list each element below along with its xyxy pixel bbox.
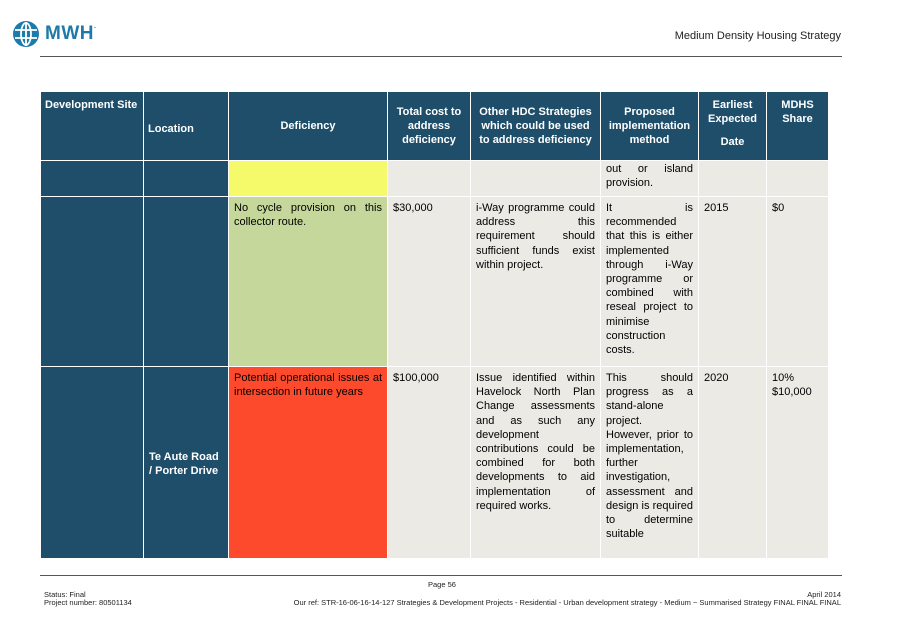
header-divider [40,56,842,57]
our-reference: Our ref: STR-16-06-16-14-127 Strategies & Development Projects - Residential - Urban development strategy - Medium ~ Summarised Strategy FINAL FINAL FINAL [293,598,841,607]
document-title: Medium Density Housing Strategy [674,30,841,42]
cell-earliest-date: 2020 [699,367,767,559]
table-row [41,367,829,559]
cell-earliest-date: 2015 [699,197,767,367]
cell-development-site [41,161,144,197]
cell-other-strategies: i-Way programme could address this requirement should sufficient funds exist within project. [471,197,601,367]
table-row [41,197,829,367]
column-header-mdhs-share: MDHS Share [767,92,829,161]
deficiency-table [40,91,829,559]
cell-deficiency: Potential operational issues at intersection in future years [229,367,388,559]
column-header-total-cost: Total cost to address deficiency [388,92,471,161]
footer-divider [40,575,842,576]
cell-location [144,161,229,197]
cell-deficiency [229,161,388,197]
cell-development-site [41,367,144,559]
cell-total-cost [388,161,471,197]
cell-earliest-date [699,161,767,197]
page-number: Page 56 [428,580,456,589]
column-header-earliest-expected-date [699,92,767,161]
cell-location: Te Aute Road / Porter Drive [144,367,229,559]
cell-implementation-method: It is recommended that this is either implemented through i-Way programme or combined with reseal project to minimise construction costs. [601,197,699,367]
project-number: Project number: 80501134 [44,598,132,607]
globe-logo-icon [12,20,40,48]
cell-implementation-method: out or island provision. [601,161,699,197]
table-row [41,161,829,197]
company-logo [12,20,96,48]
cell-mdhs-share [767,367,829,559]
cell-development-site [41,197,144,367]
cell-other-strategies [471,161,601,197]
cell-location [144,197,229,367]
column-header-implementation-method: Proposed implementation method [601,92,699,161]
method-paragraph: This should progress as a stand-alone project. [606,372,693,427]
cell-implementation-method [601,367,699,559]
column-header-location: Location [144,92,229,161]
cell-mdhs-share [767,161,829,197]
document-date: April 2014 [807,590,841,599]
cell-other-strategies: Issue identified within Havelock North Plan Change assessments and as such any development contributions could be combined for both developments to aid implementation of required works. [471,367,601,559]
cell-mdhs-share: $0 [767,197,829,367]
column-header-development-site: Development Site [41,92,144,161]
share-percent: 10% [772,372,795,384]
column-header-deficiency: Deficiency [229,92,388,161]
cell-deficiency: No cycle provision on this collector route. [229,197,388,367]
cell-total-cost: $100,000 [388,367,471,559]
column-header-other-strategies: Other HDC Strategies which could be used to address deficiency [471,92,601,161]
cell-total-cost: $30,000 [388,197,471,367]
status: Status: Final [44,590,86,599]
earliest-expected-label: Earliest Expected [708,99,757,125]
date-label: Date [720,136,745,148]
share-amount: $10,000 [772,386,812,399]
method-paragraph: However, prior to implementation, further investigation, assessment and design is required to determine suitable [606,428,693,541]
logo-text: MWH. [45,23,97,44]
table-header-row [41,92,829,161]
